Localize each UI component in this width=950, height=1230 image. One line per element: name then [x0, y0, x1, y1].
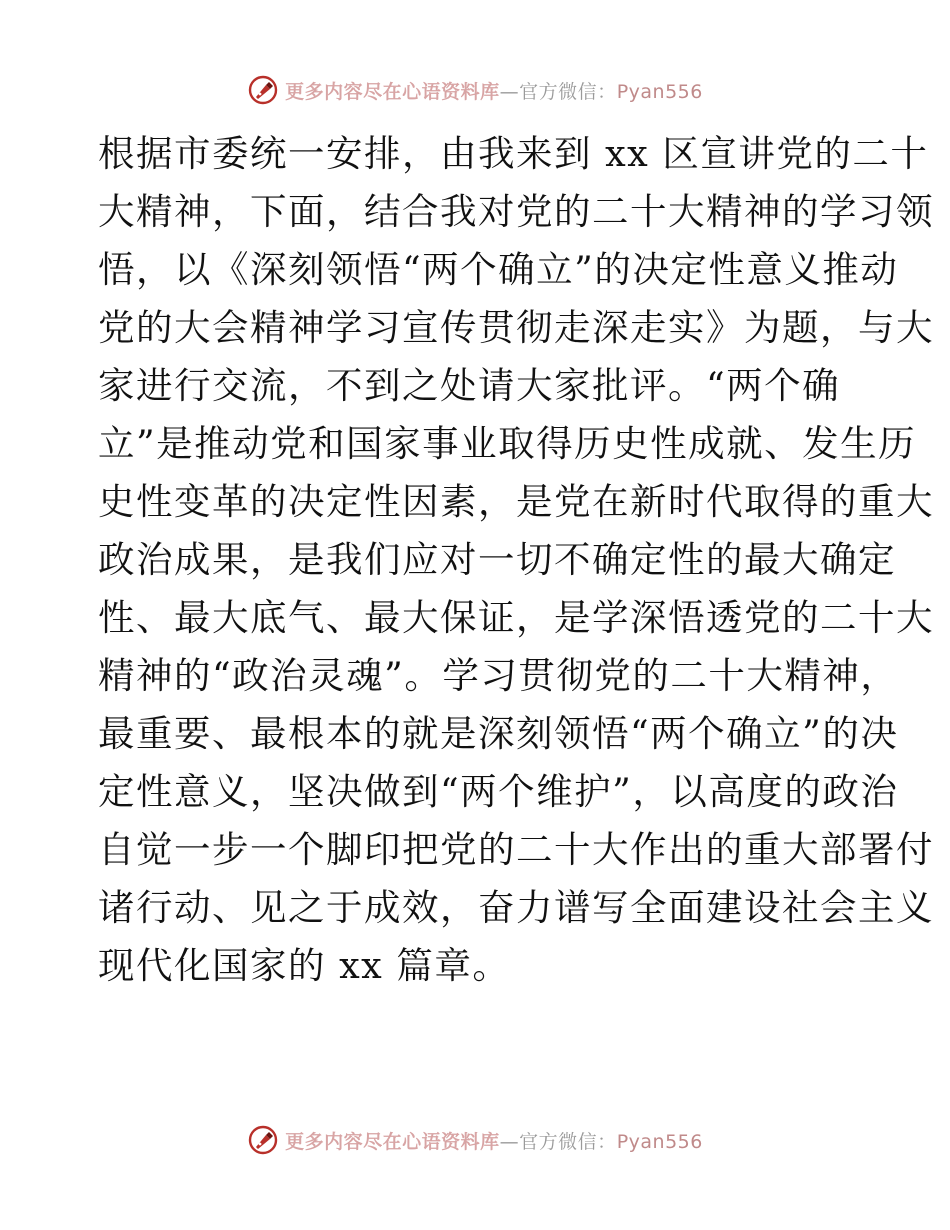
footer-banner: [0, 1120, 950, 1160]
header-banner-main: 更多内容尽在心语资料库: [285, 80, 500, 103]
footer-banner-main: 更多内容尽在心语资料库: [285, 1130, 500, 1153]
body-line: 诸行动、见之于成效，奋力谱写全面建设社会主义: [98, 886, 934, 929]
body-line: 党的大会精神学习宣传贯彻走深走实》为题，与大: [98, 306, 934, 349]
header-banner: [0, 70, 950, 110]
document-body: [98, 125, 934, 995]
body-line: 史性变革的决定性因素，是党在新时代取得的重大: [98, 480, 934, 523]
body-line: 立”是推动党和国家事业取得历史性成就、发生历: [98, 422, 917, 465]
pen-nib-circle-icon: [247, 74, 279, 106]
body-line: 根据市委统一安排，由我来到 xx 区宣讲党的二十: [98, 132, 929, 175]
body-line: 现代化国家的 xx 篇章。: [98, 944, 511, 987]
body-line: 精神的“政治灵魂”。学习贯彻党的二十大精神，: [98, 654, 899, 697]
body-line: 家进行交流，不到之处请大家批评。“两个确: [98, 364, 841, 407]
header-banner-id: Pyan556: [616, 80, 703, 103]
header-banner-sep: —官方微信：: [499, 80, 617, 103]
body-line: 最重要、最根本的就是深刻领悟“两个确立”的决: [98, 712, 899, 755]
body-line: 自觉一步一个脚印把党的二十大作出的重大部署付: [98, 828, 934, 871]
body-line: 性、最大底气、最大保证，是学深悟透党的二十大: [98, 596, 934, 639]
body-line: 政治成果，是我们应对一切不确定性的最大确定: [98, 538, 896, 581]
footer-banner-text: [285, 1127, 703, 1154]
pen-nib-circle-icon: [247, 1124, 279, 1156]
footer-banner-id: Pyan556: [616, 1130, 703, 1153]
body-line: 悟，以《深刻领悟“两个确立”的决定性意义推动: [98, 248, 899, 291]
body-line: 大精神，下面，结合我对党的二十大精神的学习领: [98, 190, 934, 233]
body-line: 定性意义，坚决做到“两个维护”，以高度的政治: [98, 770, 899, 813]
footer-banner-sep: —官方微信：: [499, 1130, 617, 1153]
header-banner-text: [285, 77, 703, 104]
